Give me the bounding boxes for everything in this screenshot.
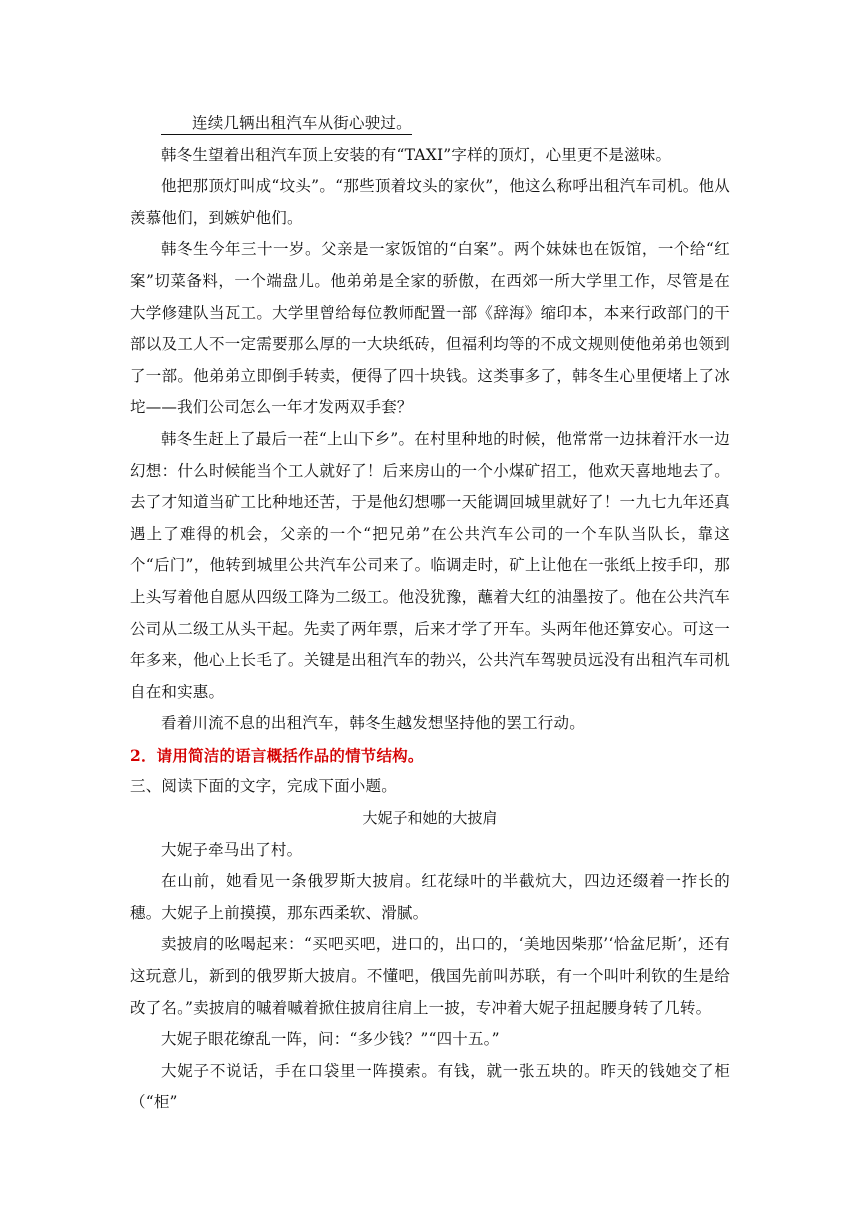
paragraph: 他把那顶灯叫成“坟头”。“那些顶着坟头的家伙”，他这么称呼出租汽车司机。他从羡慕他们，到嫉妒他们。 — [130, 177, 730, 227]
paragraph: 卖披肩的吆喝起来：“买吧买吧，进口的，出口的，‘美地因柴那’‘恰盆尼斯’，还有这玩意儿，新到的俄罗斯大披肩。不懂吧，俄国先前叫苏联，有一个叫叶利钦的生是给改了名。”卖披肩的嘁着嘁着掀住披肩往肩上一披，专冲着大妮子扭起腰身转了几转。 — [130, 935, 730, 1017]
paragraph-underlined — [130, 108, 730, 140]
section-heading: 三、阅读下面的文字，完成下面小题。 — [130, 777, 397, 796]
question-2: 2．请用简洁的语言概括作品的情节结构。 — [130, 745, 424, 765]
document-content — [130, 108, 730, 1119]
paragraph: 看着川流不息的出租汽车，韩冬生越发想坚持他的罢工行动。 — [161, 714, 585, 733]
paragraph: 大妮子牵马出了村。 — [161, 840, 303, 859]
story-title: 大妮子和她的大披肩 — [362, 809, 498, 828]
paragraph: 在山前，她看见一条俄罗斯大披肩。红花绿叶的半截炕大，四边还缀着一拃长的穗。大妮子上前摸摸，那东西柔软、滑腻。 — [130, 872, 730, 922]
paragraph: 韩冬生望着出租汽车顶上安装的有“TAXI”字样的顶灯，心里更不是滋味。 — [161, 145, 672, 164]
underlined-sentence: 连续几辆出租汽车从街心驶过。 — [161, 112, 412, 135]
paragraph: 韩冬生赶上了最后一茬“上山下乡”。在村里种地的时候，他常常一边抹着汗水一边幻想：什么时候能当个工人就好了！后来房山的一个小煤矿招工，他欢天喜地地去了。去了才知道当矿工比种地还苦，于是他幻想哪一天能调回城里就好了！一九七九年还真遇上了难得的机会，父亲的一个“把兄弟”在公共汽车公司的一个车队当队长，靠这个“后门”，他转到城里公共汽车公司来了。临调走时，矿上让他在一张纸上按手印，那上头写着他自愿从四级工降为二级工。他没犹豫，蘸着大红的油墨按了。他在公共汽车公司从二级工从头干起。先卖了两年票，后来才学了开车。头两年他还算安心。可这一年多来，他心上长毛了。关键是出租汽车的勃兴，公共汽车驾驶员远没有出租汽车司机自在和实惠。 — [130, 429, 730, 701]
paragraph: 大妮子不说话，手在口袋里一阵摸索。有钱，就一张五块的。昨天的钱她交了柜（“柜” — [130, 1061, 730, 1112]
paragraph: 韩冬生今年三十一岁。父亲是一家饭馆的“白案”。两个妹妹也在饭馆，一个给“红案”切菜备料，一个端盘儿。他弟弟是全家的骄傲，在西郊一所大学里工作，尽管是在大学修建队当瓦工。大学里曾给每位教师配置一部《辞海》缩印本，本来行政部门的干部以及工人不一定需要那么厚的一大块纸砖，但福利均等的不成文规则使他弟弟也领到了一部。他弟弟立即倒手转卖，便得了四十块钱。这类事多了，韩冬生心里便堵上了冰坨——我们公司怎么一年才发两双手套？ — [130, 240, 730, 417]
paragraph: 大妮子眼花缭乱一阵，问：“多少钱？”“四十五。” — [161, 1030, 500, 1049]
